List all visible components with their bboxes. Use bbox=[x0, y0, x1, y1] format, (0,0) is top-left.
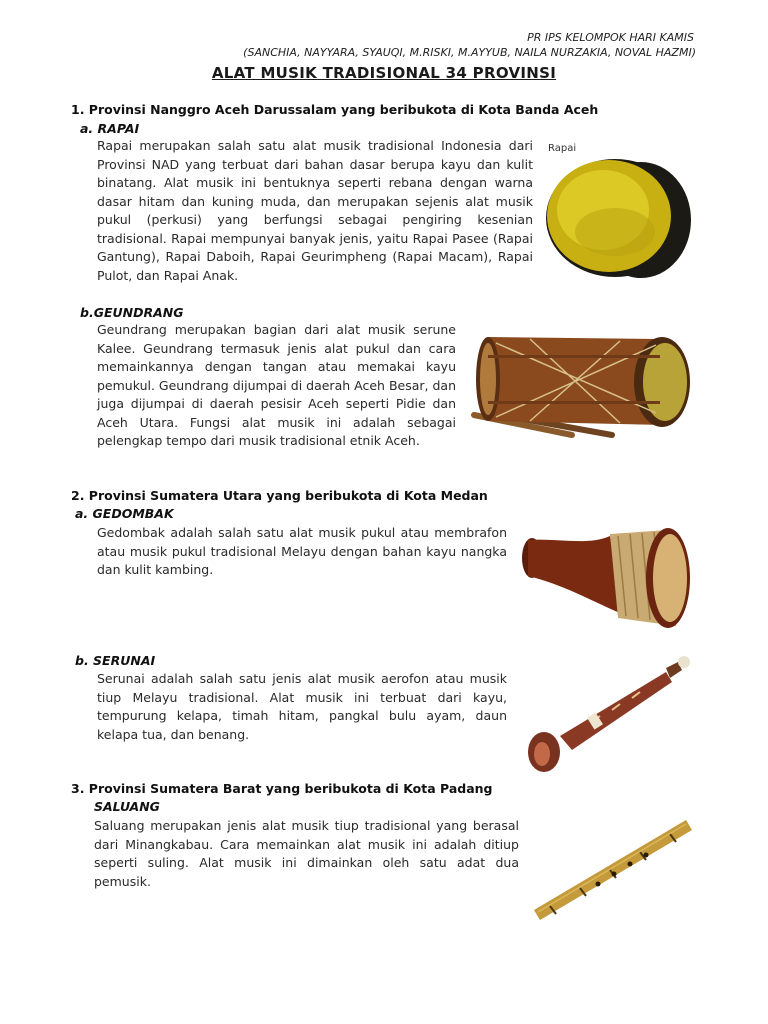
saluang-image bbox=[530, 814, 696, 924]
instrument-label-gedombak: a. GEDOMBAK bbox=[75, 506, 174, 521]
instrument-label-serunai: b. SERUNAI bbox=[75, 653, 156, 668]
instrument-desc-gedombak: Gedombak adalah salah satu alat musik pukul atau membrafon atau musik pukul tradisional Melayu dengan bahan kayu nangka dan kulit kambing. bbox=[97, 525, 507, 577]
header-group-line: PR IPS KELOMPOK HARI KAMIS bbox=[527, 31, 694, 44]
header-members-line: (SANCHIA, NAYYARA, SYAUQI, M.RISKI, M.AYYUB, NAILA NURZAKIA, NOVAL HAZMI) bbox=[243, 46, 696, 59]
province-heading-aceh: 1. Provinsi Nanggro Aceh Darussalam yang beribukota di Kota Banda Aceh bbox=[71, 102, 599, 117]
geundrang-image bbox=[470, 325, 694, 447]
page-title: ALAT MUSIK TRADISIONAL 34 PROVINSI bbox=[211, 64, 557, 82]
image-caption-rapai: Rapai bbox=[548, 143, 577, 154]
province-heading-sumut: 2. Provinsi Sumatera Utara yang beribukota di Kota Medan bbox=[71, 488, 488, 503]
instrument-label-saluang: SALUANG bbox=[94, 799, 160, 814]
province-heading-sumbar: 3. Provinsi Sumatera Barat yang beribukota di Kota Padang bbox=[71, 781, 493, 796]
instrument-label-rapai: a. RAPAI bbox=[80, 121, 140, 136]
gedombak-image bbox=[518, 522, 694, 630]
instrument-label-geundrang: b.GEUNDRANG bbox=[80, 305, 184, 320]
serunai-image bbox=[520, 652, 696, 774]
instrument-desc-saluang: Saluang merupakan jenis alat musik tiup tradisional yang berasal dari Minangkabau. Cara memainkan alat musik ini adalah ditiup seperti suling. Alat musik ini dimainkan oleh satu adat dua pemusik. bbox=[94, 818, 519, 889]
instrument-desc-serunai: Serunai adalah salah satu jenis alat musik aerofon atau musik tiup Melayu tradisional. Alat musik ini terbuat dari kayu, tempurung kelapa, timah hitam, pangkal bulu ayam, daun kelapa tua, dan benang. bbox=[97, 671, 507, 742]
rapai-image bbox=[543, 140, 693, 280]
instrument-desc-geundrang: Geundrang merupakan bagian dari alat musik serune Kalee. Geundrang termasuk jenis alat pukul dan cara memainkannya dengan tangan atau memakai kayu pemukul. Geundrang dijumpai di daerah Aceh Besar, dan juga dijumpai di daerah pesisir Aceh seperti Pidie dan Aceh Utara. Fungsi alat musik ini adalah sebagai pelengkap tempo dari musik tradisional etnik Aceh. bbox=[97, 322, 456, 448]
instrument-desc-rapai: Rapai merupakan salah satu alat musik tradisional Indonesia dari Provinsi NAD yang terbuat dari bahan dasar berupa kayu dan kulit binatang. Alat musik ini bentuknya seperti rebana dengan warna dasar hitam dan kuning muda, dan merupakan sejenis alat musik pukul (perkusi) yang berfungsi sebagai pengiring kesenian tradisional. Rapai mempunyai banyak jenis, yaitu Rapai Pasee (Rapai Gantung), Rapai Daboih, Rapai Geurimpheng (Rapai Macam), Rapai Pulot, dan Rapai Anak. bbox=[97, 138, 533, 283]
